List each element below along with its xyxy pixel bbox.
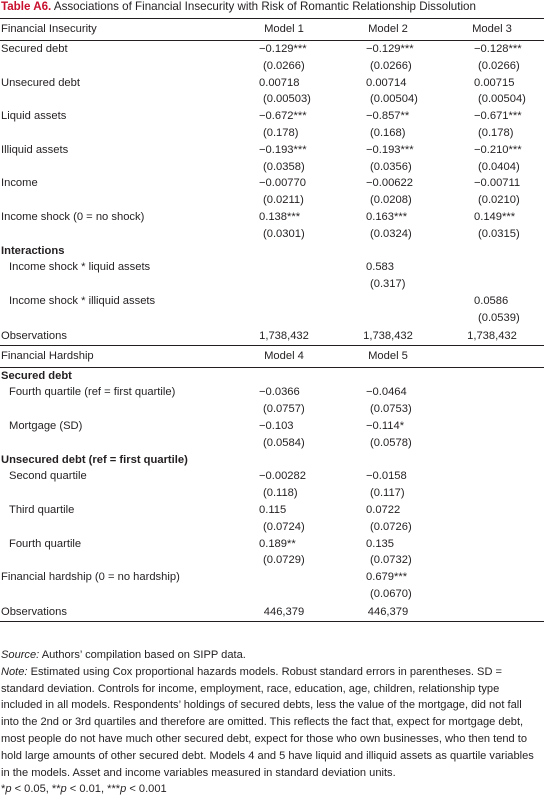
std-error-cell: (0.0208) <box>370 194 412 207</box>
std-error-cell <box>440 435 544 452</box>
row-label: Financial hardship (0 = no hardship) <box>1 571 180 584</box>
std-error-cell <box>440 586 544 603</box>
coefficient-cell: −0.193*** <box>259 143 307 156</box>
std-error-cell: (0.0404) <box>478 160 520 173</box>
observations-label: Observations <box>0 603 232 622</box>
std-error-cell: (0.0358) <box>263 160 305 173</box>
table-cell <box>440 452 544 469</box>
table-title-text: Associations of Financial Insecurity with Risk of Romantic Relationship Dissolution <box>53 0 476 13</box>
row-label: Third quartile <box>9 503 75 516</box>
table-cell <box>232 452 336 469</box>
sig-p: p <box>120 783 127 796</box>
coefficient-cell <box>440 259 544 276</box>
coefficient-cell <box>336 293 440 310</box>
coefficient-cell <box>440 468 544 485</box>
section-header: Financial Insecurity <box>0 19 232 41</box>
std-error-cell: (0.0539) <box>478 311 520 324</box>
coefficient-cell: 0.00718 <box>259 76 300 89</box>
std-error-cell: (0.117) <box>370 487 405 500</box>
coefficient-cell <box>232 293 336 310</box>
coefficient-row <box>0 209 544 226</box>
row-label <box>0 91 232 108</box>
coefficient-cell: 0.189** <box>259 537 296 550</box>
std-error-cell: (0.0266) <box>478 59 520 72</box>
std-error-row <box>0 226 544 243</box>
sig-text: < 0.05, <box>11 783 52 796</box>
header-row <box>0 19 544 41</box>
row-label <box>0 519 232 536</box>
coefficient-cell: −0.00622 <box>366 177 413 190</box>
coefficient-cell <box>440 569 544 586</box>
source-label: Source: <box>1 649 40 661</box>
table-cell <box>336 243 440 260</box>
sig-symbol: * <box>1 783 6 796</box>
std-error-cell: (0.0266) <box>370 59 412 72</box>
coefficient-cell: 0.583 <box>366 261 394 274</box>
coefficient-cell: −0.103 <box>259 419 294 432</box>
std-error-cell <box>336 310 440 327</box>
coefficient-cell <box>440 502 544 519</box>
std-error-cell <box>440 401 544 418</box>
significance-note <box>1 781 541 798</box>
sig-symbol: ** <box>51 783 61 796</box>
std-error-cell: (0.0732) <box>370 554 412 567</box>
coefficient-cell: −0.0366 <box>259 386 300 399</box>
coefficient-cell: −0.857** <box>366 110 410 123</box>
row-label <box>0 226 232 243</box>
model-header: Model 2 <box>336 19 440 41</box>
sig-p: p <box>5 783 12 796</box>
std-error-cell: (0.178) <box>263 126 299 139</box>
table-notes <box>1 647 541 798</box>
coefficient-row <box>0 175 544 192</box>
row-label <box>0 435 232 452</box>
coefficient-cell: −0.00711 <box>474 177 521 190</box>
coefficient-row <box>0 502 544 519</box>
std-error-row <box>0 586 544 603</box>
row-label: Fourth quartile <box>9 537 82 550</box>
row-label: Illiquid assets <box>1 143 69 156</box>
coefficient-cell: 0.679*** <box>366 571 408 584</box>
std-error-cell: (0.0356) <box>370 160 412 173</box>
coefficient-cell <box>440 536 544 553</box>
header-row <box>0 345 544 367</box>
observations-cell: 1,738,432 <box>440 327 544 346</box>
sig-text: < 0.001 <box>126 783 167 796</box>
coefficient-cell: 0.00714 <box>366 76 407 89</box>
std-error-row <box>0 401 544 418</box>
row-label <box>0 159 232 176</box>
std-error-cell: (0.0301) <box>263 227 305 240</box>
std-error-cell <box>440 552 544 569</box>
table-cell <box>440 243 544 260</box>
coefficient-cell: 0.0722 <box>366 503 401 516</box>
coefficient-row <box>0 536 544 553</box>
coefficient-cell: −0.210*** <box>474 143 522 156</box>
coefficient-cell: 0.138*** <box>259 210 301 223</box>
model-header: Model 5 <box>336 345 440 367</box>
table-cell <box>440 603 544 622</box>
table-cell <box>336 367 440 384</box>
row-label <box>0 401 232 418</box>
coefficient-row <box>0 142 544 159</box>
std-error-cell <box>232 310 336 327</box>
observations-row <box>0 603 544 622</box>
model-header: Model 1 <box>232 19 336 41</box>
std-error-row <box>0 159 544 176</box>
std-error-cell: (0.0578) <box>370 436 412 449</box>
subsection-row <box>0 243 544 260</box>
std-error-cell: (0.0724) <box>263 520 305 533</box>
observations-row <box>0 327 544 346</box>
coefficient-row <box>0 468 544 485</box>
coefficient-cell <box>440 384 544 401</box>
row-label: Liquid assets <box>1 110 67 123</box>
row-label <box>0 552 232 569</box>
std-error-cell <box>440 276 544 293</box>
coefficient-cell: −0.0464 <box>366 386 407 399</box>
coefficient-cell: −0.129*** <box>259 43 307 55</box>
row-label <box>0 276 232 293</box>
observations-cell: 446,379 <box>336 603 440 622</box>
std-error-row <box>0 519 544 536</box>
model-header: Model 4 <box>232 345 336 367</box>
row-label <box>0 125 232 142</box>
subsection-label: Unsecured debt (ref = first quartile) <box>1 453 188 466</box>
table-cell <box>336 452 440 469</box>
coefficient-cell: −0.00282 <box>259 470 306 483</box>
coefficient-cell: −0.0158 <box>366 470 407 483</box>
std-error-cell: (0.0729) <box>263 554 305 567</box>
std-error-cell: (0.0324) <box>370 227 412 240</box>
coefficient-cell: 0.00715 <box>474 76 515 89</box>
std-error-row <box>0 125 544 142</box>
observations-cell: 1,738,432 <box>232 327 336 346</box>
subsection-label: Secured debt <box>1 369 72 382</box>
coefficient-cell: 0.115 <box>259 503 287 516</box>
coefficient-row <box>0 75 544 92</box>
std-error-row <box>0 485 544 502</box>
subsection-row <box>0 367 544 384</box>
row-label <box>0 192 232 209</box>
row-label <box>0 485 232 502</box>
coefficient-cell: −0.671*** <box>474 110 522 123</box>
std-error-cell: (0.0210) <box>478 194 520 207</box>
std-error-cell: (0.0584) <box>263 436 305 449</box>
std-error-cell <box>440 519 544 536</box>
coefficient-row <box>0 293 544 310</box>
std-error-row <box>0 310 544 327</box>
row-label: Mortgage (SD) <box>9 419 83 432</box>
row-label: Unsecured debt <box>1 76 80 89</box>
std-error-cell: (0.0315) <box>478 227 520 240</box>
coefficient-cell: −0.129*** <box>366 43 414 55</box>
model-header: Model 3 <box>440 19 544 41</box>
subsection-row <box>0 452 544 469</box>
std-error-cell: (0.00504) <box>370 93 418 106</box>
row-label <box>0 310 232 327</box>
coefficient-cell <box>440 418 544 435</box>
sig-p: p <box>60 783 67 796</box>
std-error-cell: (0.0726) <box>370 520 412 533</box>
row-label: Fourth quartile (ref = first quartile) <box>9 386 176 399</box>
coefficient-row <box>0 259 544 276</box>
coefficient-cell: 0.149*** <box>474 210 516 223</box>
regression-table <box>0 18 544 622</box>
std-error-cell: (0.178) <box>478 126 514 139</box>
std-error-row <box>0 552 544 569</box>
coefficient-row <box>0 569 544 586</box>
std-error-row <box>0 58 544 75</box>
coefficient-row <box>0 418 544 435</box>
coefficient-cell: 0.0586 <box>474 294 509 307</box>
table-cell <box>232 243 336 260</box>
coefficient-row <box>0 41 544 58</box>
std-error-cell <box>232 276 336 293</box>
table-title <box>1 0 476 14</box>
row-label: Income shock * illiquid assets <box>9 294 156 307</box>
std-error-cell: (0.118) <box>263 487 298 500</box>
table-cell <box>440 367 544 384</box>
row-label: Income <box>1 177 38 190</box>
row-label <box>0 58 232 75</box>
row-label: Secured debt <box>1 43 68 55</box>
method-note <box>1 664 541 782</box>
section-header: Financial Hardship <box>0 345 232 367</box>
std-error-cell: (0.00503) <box>263 93 311 106</box>
subsection-label: Interactions <box>1 244 65 257</box>
table-label: Table A6. <box>1 0 52 13</box>
coefficient-cell <box>232 259 336 276</box>
std-error-cell: (0.0670) <box>370 587 412 600</box>
std-error-row <box>0 192 544 209</box>
source-note <box>1 647 541 664</box>
observations-label: Observations <box>0 327 232 346</box>
std-error-cell: (0.317) <box>370 278 406 291</box>
note-text: Estimated using Cox proportional hazards models. Robust standard errors in parentheses. SD = standard deviation. Controls for income, employment, race, education, age, children, relationship type included in all models. Respondents’ holdings of secured debts, less the value of the mortgage, did not fall into the 2nd or 3rd quartiles and therefore are omitted. This reflects the fact that, expect for mortgage debt, most people do not have much other secured debt, expect for those who own businesses, who then tend to hold large amounts of other secured debt. Models 4 and 5 have liquid and illiquid assets as quartile variables in the models. Asset and income variables measured in standard deviation units. <box>1 665 534 779</box>
coefficient-cell: −0.114* <box>366 419 405 432</box>
coefficient-cell: −0.193*** <box>366 143 414 156</box>
std-error-cell: (0.0757) <box>263 403 305 416</box>
std-error-cell <box>440 485 544 502</box>
std-error-cell: (0.0266) <box>263 59 305 72</box>
std-error-cell: (0.0753) <box>370 403 412 416</box>
table-cell <box>440 345 544 367</box>
note-label: Note: <box>1 665 28 678</box>
observations-cell: 446,379 <box>232 603 336 622</box>
std-error-row <box>0 91 544 108</box>
row-label <box>0 586 232 603</box>
coefficient-cell: 0.135 <box>366 537 394 550</box>
row-label: Income shock * liquid assets <box>9 261 151 274</box>
row-label: Second quartile <box>9 470 87 483</box>
std-error-cell: (0.00504) <box>478 93 526 106</box>
std-error-row <box>0 276 544 293</box>
row-label: Income shock (0 = no shock) <box>1 210 145 223</box>
std-error-cell: (0.0211) <box>263 194 304 207</box>
coefficient-cell: −0.672*** <box>259 110 307 123</box>
coefficient-row <box>0 384 544 401</box>
std-error-row <box>0 435 544 452</box>
coefficient-cell <box>232 569 336 586</box>
coefficient-cell: −0.00770 <box>259 177 306 190</box>
observations-cell: 1,738,432 <box>336 327 440 346</box>
coefficient-cell: 0.163*** <box>366 210 408 223</box>
source-text: Authors’ compilation based on SIPP data. <box>39 649 246 661</box>
sig-symbol: *** <box>107 783 121 796</box>
table-cell <box>232 367 336 384</box>
coefficient-cell: −0.128*** <box>474 43 522 55</box>
std-error-cell <box>232 586 336 603</box>
coefficient-row <box>0 108 544 125</box>
std-error-cell: (0.168) <box>370 126 406 139</box>
sig-text: < 0.01, <box>66 783 108 796</box>
